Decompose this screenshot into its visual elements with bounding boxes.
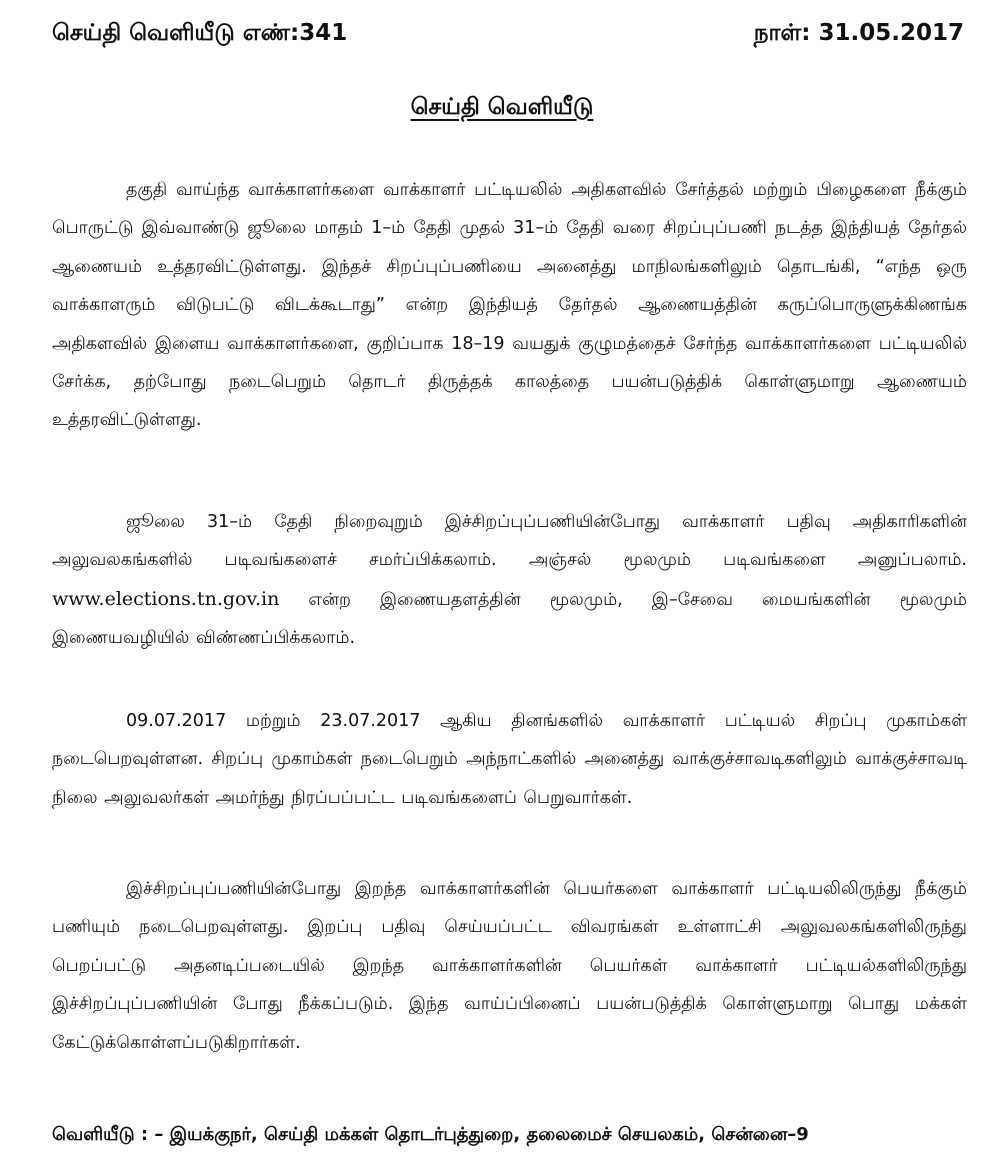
release-number: செய்தி வெளியீடு எண்:341 [52,20,348,46]
paragraph-submission-text-start: ஜூலை 31–ம் தேதி நிறைவுறும் இச்சிறப்புப்பணியின்போது வாக்காளர் பதிவு அதிகாரிகளின் அலுவலகங்களில் படிவங்களைச் சமர்ப்பிக்கலாம். அஞ்சல் மூலமும் படிவங்களை அனுப்பலாம். [52,512,967,571]
release-date: நாள்: 31.05.2017 [753,20,964,46]
elections-website-link[interactable]: www.elections.tn.gov.in [52,587,280,610]
paragraph-special-camps: 09.07.2017 மற்றும் 23.07.2017 ஆகிய தினங்களில் வாக்காளர் பட்டியல் சிறப்பு முகாம்கள் நடைபெறவுள்ளன. சிறப்பு முகாம்கள் நடைபெறும் அந்நாட்களில் அனைத்து வாக்குச்சாவடிகளிலும் வாக்குச்சாவடி நிலை அலுவலர்கள் அமர்ந்து நிரப்பப்பட்ட படிவங்களைப் பெறுவார்கள். [52,711,967,808]
document-title [0,94,1004,123]
paragraph-submission-methods [52,503,967,658]
paragraph-submission-text-end: என்ற இணையதளத்தின் மூலமும், இ–சேவை மையங்களின் மூலமும் இணையவழியில் விண்ணப்பிக்கலாம். [52,589,967,649]
paragraph-special-revision: தகுதி வாய்ந்த வாக்காளர்களை வாக்காளர் பட்டியலில் அதிகளவில் சேர்த்தல் மற்றும் பிழைகளை நீக்கும் பொருட்டு இவ்வாண்டு ஜூலை மாதம் 1–ம் தேதி முதல் 31–ம் தேதி வரை சிறப்புப்பணி நடத்த இந்தியத் தேர்தல் ஆணையம் உத்தரவிட்டுள்ளது. இந்தச் சிறப்புப்பணியை அனைத்து மாநிலங்களிலும் தொடங்கி, “எந்த ஒரு வாக்காளரும் விடுபட்டு விடக்கூடாது” என்ற இந்தியத் தேர்தல் ஆணையத்தின் கருப்பொருளுக்கிணங்க அதிகளவில் இளைய வாக்காளர்களை, குறிப்பாக 18–19 வயதுக் குழுமத்தைச் சேர்ந்த வாக்காளர்களை பட்டியலில் சேர்க்க, தற்போது நடைபெறும் தொடர் திருத்தக் காலத்தை பயன்படுத்திக் கொள்ளுமாறு ஆணையம் உத்தரவிட்டுள்ளது. [52,180,967,431]
publisher-footer: வெளியீடு : – இயக்குநர், செய்தி மக்கள் தொடர்புத்துறை, தலைமைச் செயலகம், சென்னை–9 [52,1124,809,1145]
paragraph-deceased-removal: இச்சிறப்புப்பணியின்போது இறந்த வாக்காளர்களின் பெயர்களை வாக்காளர் பட்டியலிலிருந்து நீக்கும் பணியும் நடைபெறவுள்ளது. இறப்பு பதிவு செய்யப்பட்ட விவரங்கள் உள்ளாட்சி அலுவலகங்களிலிருந்து பெறப்பட்டு அதனடிப்படையில் இறந்த வாக்காளர்களின் பெயர்கள் வாக்காளர் பட்டியல்களிலிருந்து இச்சிறப்புப்பணியின் போது நீக்கப்படும். இந்த வாய்ப்பினைப் பயன்படுத்திக் கொள்ளுமாறு பொது மக்கள் கேட்டுக்கொள்ளப்படுகிறார்கள். [52,879,967,1053]
document-title-text: செய்தி வெளியீடு [410,94,594,120]
